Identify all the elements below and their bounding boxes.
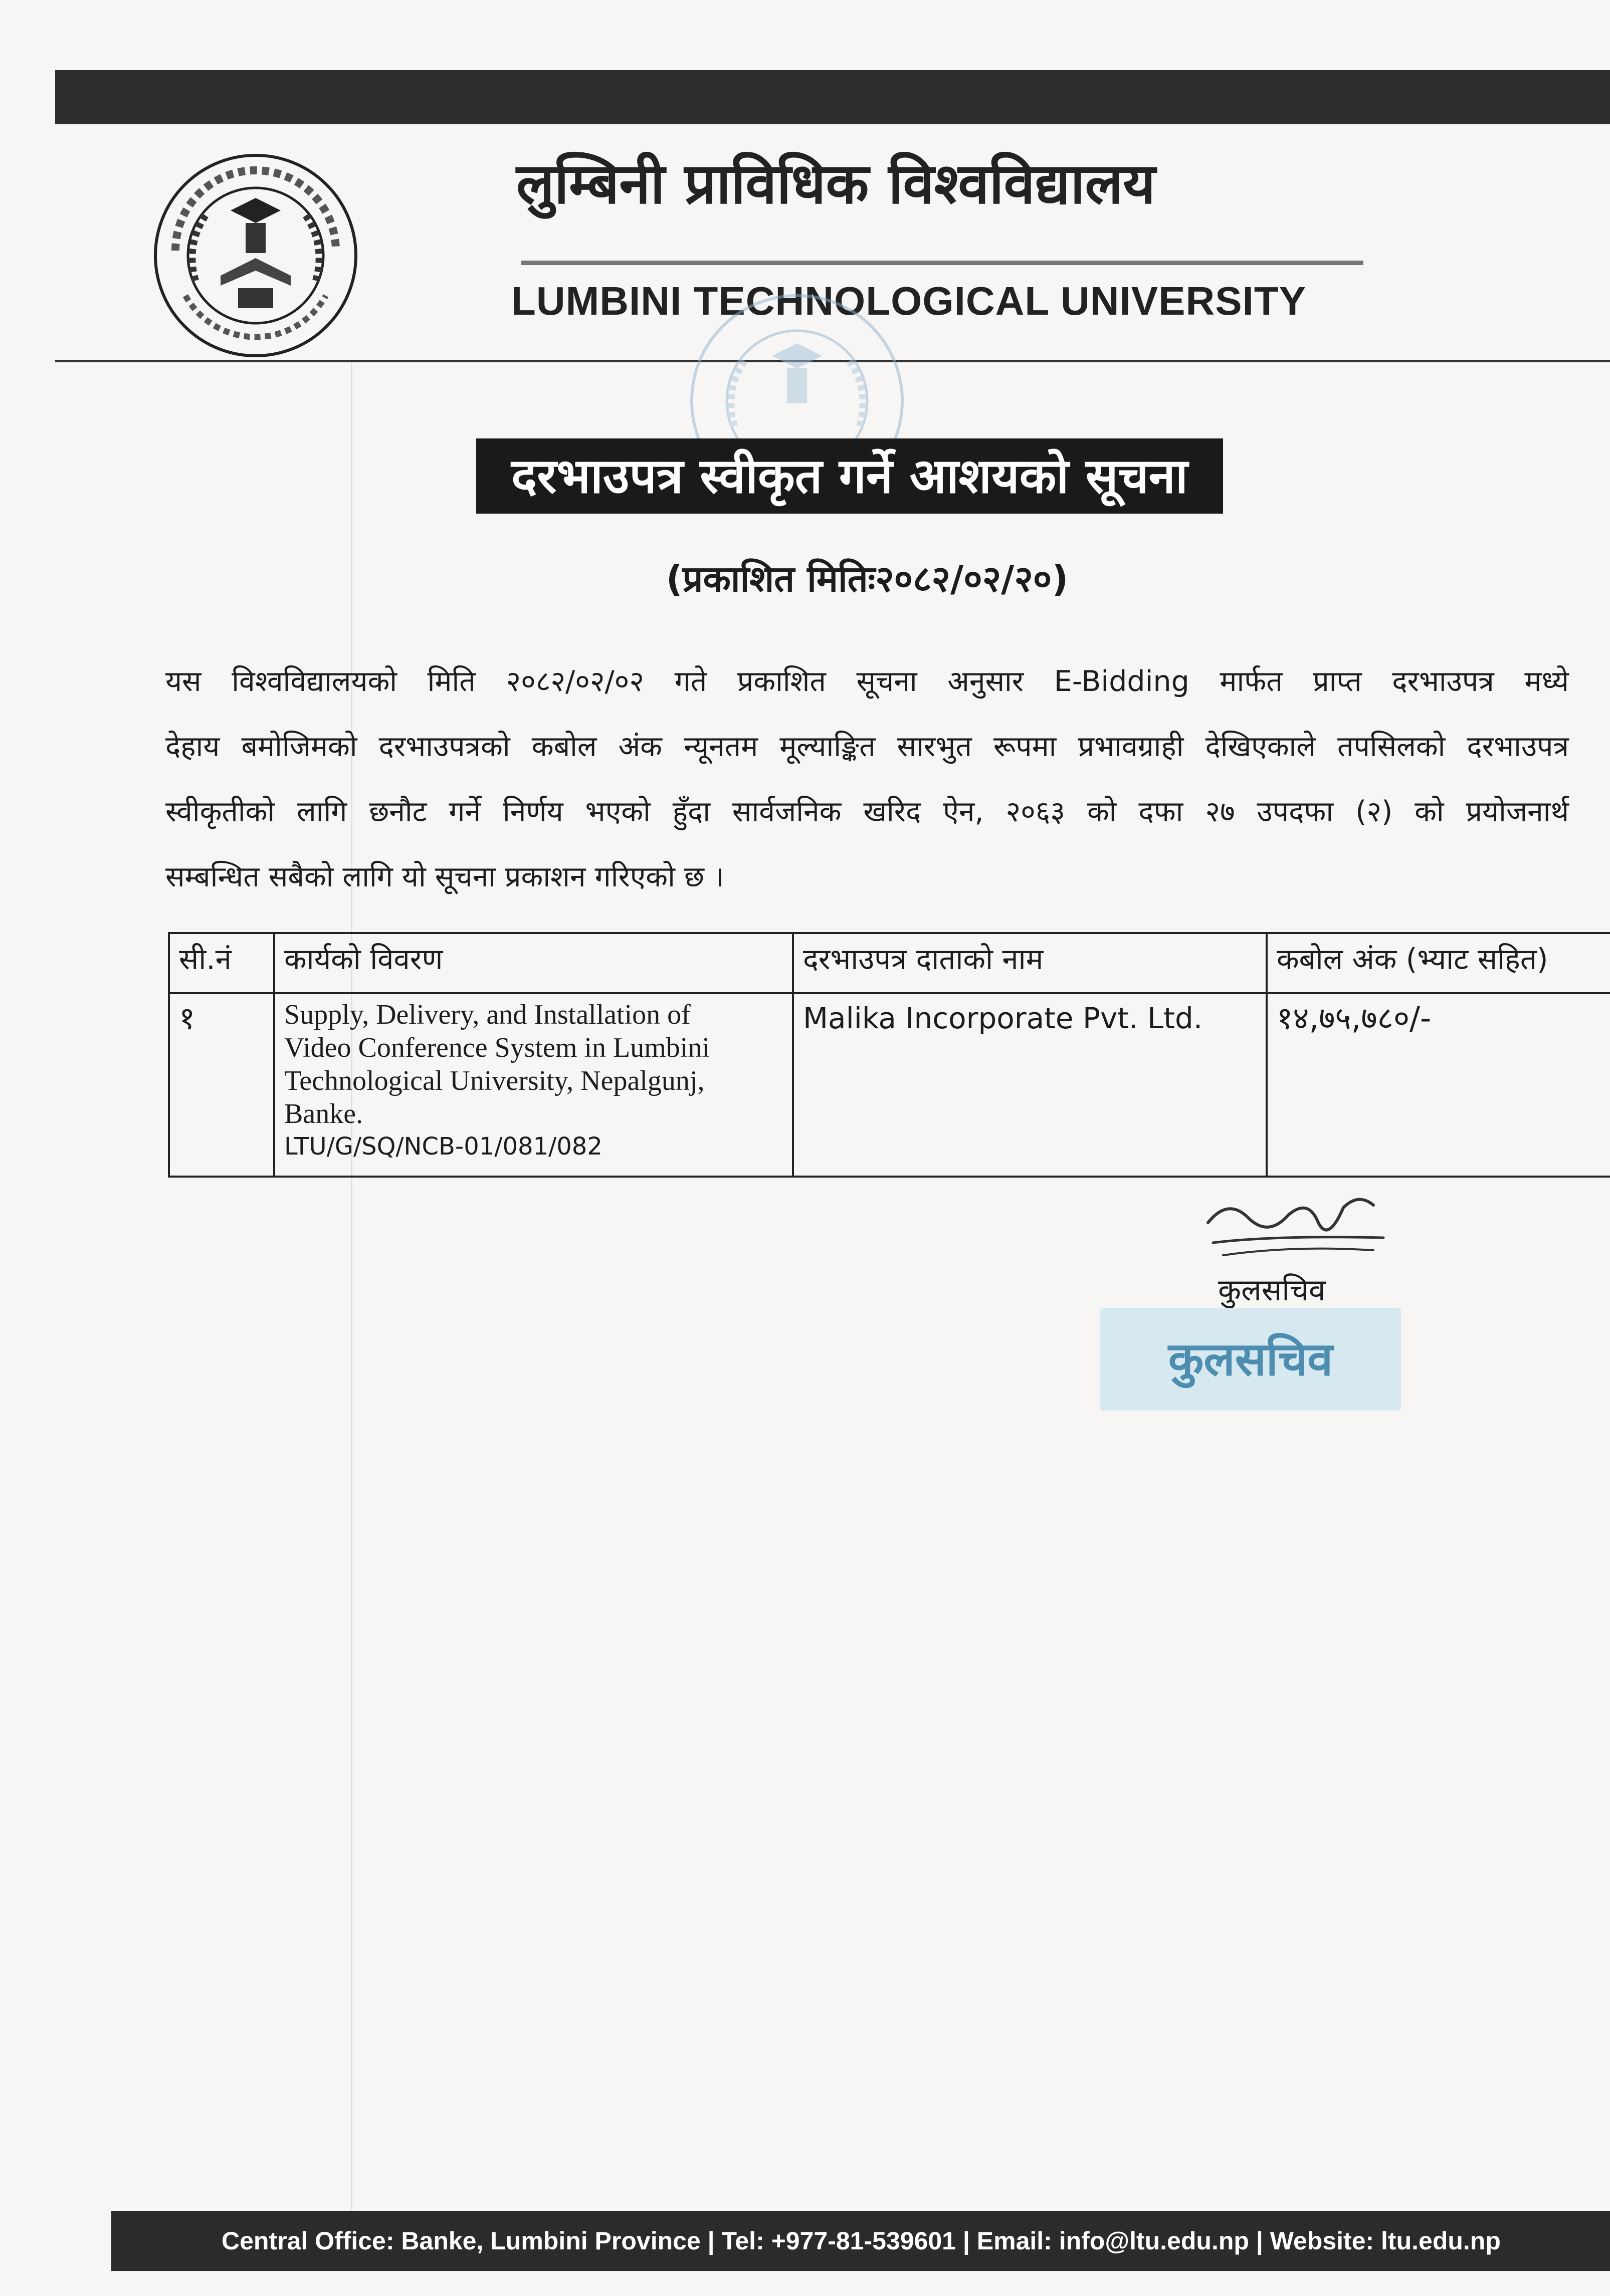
signatory-title: कुलसचिव [1218,1273,1326,1308]
notice-body-line: यस विश्वविद्यालयको मिति २०८२/०२/०२ गते प्रकाशित सूचना अनुसार E-Bidding मार्फत प्राप्त दरभाउपत्र मध्ये [165,665,1569,698]
notice-title: दरभाउपत्र स्वीकृत गर्ने आशयको सूचना [476,438,1223,514]
header-bidder-name: दरभाउपत्र दाताको नाम [793,933,1267,993]
paper-fold-line [351,361,352,2215]
title-divider [521,261,1363,265]
header-quoted-amount: कबोल अंक (भ्याट सहित) [1267,933,1610,993]
signature [1193,1188,1393,1278]
university-name-english: LUMBINI TECHNOLOGICAL UNIVERSITY [511,279,1307,323]
notice-body-line: स्वीकृतीको लागि छनौट गर्ने निर्णय भएको हुँदा सार्वजनिक खरिद ऐन, २०६३ को दफा २७ उपदफा (२) को प्रयोजनार्थ [165,795,1569,828]
serial-number-cell: १ [169,993,274,1177]
published-date: (प्रकाशित मितिः२०८२/०२/२०) [666,558,1069,600]
university-logo [150,150,361,361]
table-row [169,993,1610,1177]
reference-number: LTU/G/SQ/NCB-01/081/082 [284,1132,602,1161]
description-line: Technological University, Nepalgunj, [284,1065,705,1096]
description-line: Video Conference System in Lumbini [284,1032,710,1063]
university-name-nepali: लुम्बिनी प्राविधिक विश्वविद्यालय [516,151,1156,216]
description-line: Supply, Delivery, and Installation of [284,999,691,1030]
work-description-cell [274,993,793,1177]
table-header-row [169,933,1610,993]
official-stamp: कुलसचिव [1100,1308,1401,1411]
footer-contact-bar: Central Office: Banke, Lumbini Province | Tel: +977-81-539601 | Email: info@ltu.edu.np | Website: ltu.edu.np [111,2211,1610,2271]
notice-body-line: सम्बन्धित सबैको लागि यो सूचना प्रकाशन गरिएको छ । [165,860,724,893]
notice-body-line: देहाय बमोजिमको दरभाउपत्रको कबोल अंक न्यूनतम मूल्याङ्कित सारभुत रूपमा प्रभावग्राही देखिएकाले तपसिलको दरभाउपत्र [165,730,1569,763]
bid-table [168,932,1610,1178]
header-work-description: कार्यको विवरण [274,933,793,993]
quoted-amount-cell: १४,७५,७८०/- [1267,993,1610,1177]
top-bar [55,70,1610,124]
description-line: Banke. [284,1098,363,1129]
bidder-name-cell: Malika Incorporate Pvt. Ltd. [793,993,1267,1177]
header-serial-number: सी.नं [169,933,274,993]
